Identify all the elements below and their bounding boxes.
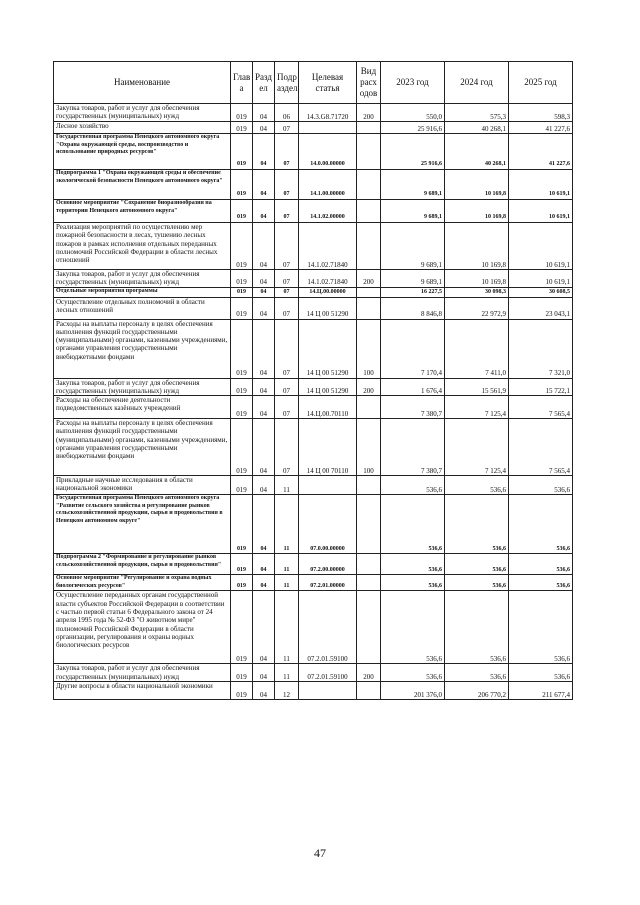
cell-2025: 536,6 xyxy=(509,554,573,575)
cell-target: 14.1.02.71840 xyxy=(299,270,357,288)
cell-2025: 536,6 xyxy=(509,476,573,495)
cell-2023: 9 689,1 xyxy=(381,170,445,200)
table-row xyxy=(54,554,573,575)
cell-podrazdel: 11 xyxy=(275,664,299,682)
cell-2024: 7 411,0 xyxy=(445,319,509,378)
cell-podrazdel: 06 xyxy=(275,104,299,122)
cell-name: Осуществление переданных органам государственной власти субъектов Российской Федерации в соответствии с частью первой статьи 6 Федерального закона от 24 апреля 1995 года № 52-ФЗ "О животном мире" полномочий Российской Федерации в области организации, регулирования и охраны водных биологических ресурсов xyxy=(54,591,231,664)
header-glava: Глав а xyxy=(231,62,253,104)
cell-2025: 7 565,4 xyxy=(509,396,573,419)
table-row xyxy=(54,122,573,134)
cell-2025: 536,6 xyxy=(509,575,573,591)
table-row xyxy=(54,575,573,591)
cell-podrazdel: 07 xyxy=(275,419,299,476)
cell-name: Основное мероприятие "Регулирование и охрана водных биологических ресурсов" xyxy=(54,575,231,591)
cell-2023: 536,6 xyxy=(381,664,445,682)
cell-2023: 536,6 xyxy=(381,476,445,495)
cell-2024: 10 169,8 xyxy=(445,223,509,270)
cell-2024: 10 169,8 xyxy=(445,270,509,288)
cell-glava: 019 xyxy=(231,378,253,396)
cell-podrazdel: 07 xyxy=(275,200,299,223)
table-row xyxy=(54,319,573,378)
cell-target: 14 Ц 00 51290 xyxy=(299,378,357,396)
cell-2025: 598,3 xyxy=(509,104,573,122)
cell-2025: 536,6 xyxy=(509,664,573,682)
cell-razdel: 04 xyxy=(253,495,275,554)
cell-name: Подпрограмма 1 "Охрана окружающей среды и обеспечение экологической безопасности Ненецкого автономного округа" xyxy=(54,170,231,200)
table-row xyxy=(54,378,573,396)
header-2024: 2024 год xyxy=(445,62,509,104)
table-row xyxy=(54,681,573,699)
cell-vid xyxy=(357,134,381,170)
cell-2023: 7 380,7 xyxy=(381,396,445,419)
cell-glava: 019 xyxy=(231,419,253,476)
header-podrazdel: Подр аздел xyxy=(275,62,299,104)
cell-name: Расходы на выплаты персоналу в целях обеспечения выполнения функций государственными (муниципальными) органами, казенными учреждениями, органами управления государственными внебюджетными фондами xyxy=(54,419,231,476)
cell-vid xyxy=(357,122,381,134)
cell-2023: 25 916,6 xyxy=(381,134,445,170)
cell-razdel: 04 xyxy=(253,681,275,699)
cell-razdel: 04 xyxy=(253,122,275,134)
cell-2024: 10 169,8 xyxy=(445,200,509,223)
cell-razdel: 04 xyxy=(253,378,275,396)
cell-2023: 536,6 xyxy=(381,554,445,575)
cell-glava: 019 xyxy=(231,575,253,591)
cell-2024: 536,6 xyxy=(445,575,509,591)
cell-target xyxy=(299,681,357,699)
cell-name: Закупка товаров, работ и услуг для обеспечения государственных (муниципальных) нужд xyxy=(54,378,231,396)
cell-2024: 536,6 xyxy=(445,664,509,682)
table-row xyxy=(54,664,573,682)
cell-vid xyxy=(357,476,381,495)
cell-2025: 41 227,6 xyxy=(509,134,573,170)
cell-name: Основное мероприятие "Сохранение биоразнообразия на территории Ненецкого автономного округа" xyxy=(54,200,231,223)
cell-2023: 25 916,6 xyxy=(381,122,445,134)
cell-2025: 536,6 xyxy=(509,591,573,664)
cell-podrazdel: 07 xyxy=(275,378,299,396)
cell-vid: 200 xyxy=(357,664,381,682)
cell-2025: 10 619,1 xyxy=(509,223,573,270)
cell-name: Прикладные научные исследования в области национальной экономики xyxy=(54,476,231,495)
cell-name: Закупка товаров, работ и услуг для обеспечения государственных (муниципальных) нужд xyxy=(54,104,231,122)
cell-podrazdel: 07 xyxy=(275,122,299,134)
cell-glava: 019 xyxy=(231,297,253,319)
cell-razdel: 04 xyxy=(253,319,275,378)
cell-2024: 10 169,8 xyxy=(445,170,509,200)
cell-vid: 200 xyxy=(357,378,381,396)
cell-vid xyxy=(357,200,381,223)
cell-razdel: 04 xyxy=(253,134,275,170)
cell-vid xyxy=(357,591,381,664)
cell-target: 07.2.01.59100 xyxy=(299,591,357,664)
cell-glava: 019 xyxy=(231,134,253,170)
cell-razdel: 04 xyxy=(253,396,275,419)
cell-podrazdel: 07 xyxy=(275,287,299,297)
cell-2023: 9 689,1 xyxy=(381,223,445,270)
header-razdel: Разд ел xyxy=(253,62,275,104)
cell-glava: 019 xyxy=(231,223,253,270)
cell-glava: 019 xyxy=(231,591,253,664)
cell-2025: 41 227,6 xyxy=(509,122,573,134)
cell-target: 07.2.01.00000 xyxy=(299,575,357,591)
cell-glava: 019 xyxy=(231,681,253,699)
cell-target xyxy=(299,476,357,495)
cell-name: Государственная программа Ненецкого автономного округа "Развитие сельского хозяйства и регулирование рынков сельскохозяйственной продукции, сырья и продовольствия в Ненецком автономном округе" xyxy=(54,495,231,554)
cell-2023: 7 380,7 xyxy=(381,419,445,476)
table-row xyxy=(54,419,573,476)
cell-razdel: 04 xyxy=(253,476,275,495)
cell-2023: 16 227,5 xyxy=(381,287,445,297)
cell-name: Расходы на обеспечение деятельности подведомственных казённых учреждений xyxy=(54,396,231,419)
cell-podrazdel: 11 xyxy=(275,591,299,664)
table-row xyxy=(54,134,573,170)
cell-2024: 7 125,4 xyxy=(445,396,509,419)
cell-target: 14.0.00.00000 xyxy=(299,134,357,170)
table-row xyxy=(54,591,573,664)
cell-2023: 536,6 xyxy=(381,591,445,664)
cell-glava: 019 xyxy=(231,122,253,134)
cell-vid: 200 xyxy=(357,104,381,122)
cell-2023: 9 689,1 xyxy=(381,200,445,223)
cell-2024: 536,6 xyxy=(445,554,509,575)
cell-vid xyxy=(357,554,381,575)
cell-name: Закупка товаров, работ и услуг для обеспечения государственных (муниципальных) нужд xyxy=(54,270,231,288)
cell-2024: 15 561,9 xyxy=(445,378,509,396)
cell-2024: 40 268,1 xyxy=(445,122,509,134)
cell-2025: 10 619,1 xyxy=(509,270,573,288)
cell-glava: 019 xyxy=(231,270,253,288)
cell-glava: 019 xyxy=(231,170,253,200)
cell-podrazdel: 11 xyxy=(275,575,299,591)
cell-vid xyxy=(357,297,381,319)
cell-razdel: 04 xyxy=(253,200,275,223)
table-row xyxy=(54,297,573,319)
cell-2024: 7 125,4 xyxy=(445,419,509,476)
budget-table xyxy=(53,61,573,700)
cell-target: 14.3.G8.71720 xyxy=(299,104,357,122)
cell-podrazdel: 11 xyxy=(275,476,299,495)
cell-2023: 536,6 xyxy=(381,495,445,554)
cell-podrazdel: 11 xyxy=(275,554,299,575)
cell-glava: 019 xyxy=(231,104,253,122)
header-vid: Вид расх одов xyxy=(357,62,381,104)
cell-2023: 8 846,8 xyxy=(381,297,445,319)
cell-vid: 100 xyxy=(357,419,381,476)
cell-target: 14.1.00.00000 xyxy=(299,170,357,200)
cell-vid xyxy=(357,223,381,270)
cell-2025: 30 608,5 xyxy=(509,287,573,297)
cell-podrazdel: 07 xyxy=(275,319,299,378)
cell-glava: 019 xyxy=(231,554,253,575)
cell-2024: 206 770,2 xyxy=(445,681,509,699)
cell-2023: 9 689,1 xyxy=(381,270,445,288)
cell-2023: 201 376,0 xyxy=(381,681,445,699)
cell-name: Реализация мероприятий по осуществлению мер пожарной безопасности в лесах, тушению лесных пожаров в рамках исполнения отдельных переданных полномочий Российской Федерации в области лесных отношений xyxy=(54,223,231,270)
cell-2025: 10 619,1 xyxy=(509,170,573,200)
cell-razdel: 04 xyxy=(253,554,275,575)
cell-glava: 019 xyxy=(231,664,253,682)
cell-name: Осуществление отдельных полномочий в области лесных отношений xyxy=(54,297,231,319)
cell-razdel: 04 xyxy=(253,591,275,664)
cell-name: Расходы на выплаты персоналу в целях обеспечения выполнения функций государственными (муниципальными) органами, казенными учреждениями, органами управления государственными внебюджетными фондами xyxy=(54,319,231,378)
cell-vid xyxy=(357,396,381,419)
cell-vid xyxy=(357,170,381,200)
cell-vid xyxy=(357,287,381,297)
cell-podrazdel: 07 xyxy=(275,297,299,319)
cell-podrazdel: 07 xyxy=(275,223,299,270)
table-row xyxy=(54,270,573,288)
cell-podrazdel: 07 xyxy=(275,396,299,419)
cell-glava: 019 xyxy=(231,287,253,297)
cell-podrazdel: 07 xyxy=(275,134,299,170)
cell-razdel: 04 xyxy=(253,270,275,288)
cell-vid: 100 xyxy=(357,319,381,378)
cell-vid xyxy=(357,495,381,554)
cell-razdel: 04 xyxy=(253,170,275,200)
cell-glava: 019 xyxy=(231,495,253,554)
cell-podrazdel: 07 xyxy=(275,170,299,200)
budget-page xyxy=(53,61,572,700)
cell-razdel: 04 xyxy=(253,575,275,591)
cell-vid: 200 xyxy=(357,270,381,288)
table-row xyxy=(54,287,573,297)
cell-2023: 550,0 xyxy=(381,104,445,122)
cell-2025: 536,6 xyxy=(509,495,573,554)
cell-podrazdel: 12 xyxy=(275,681,299,699)
header-name: Наименование xyxy=(54,62,231,104)
cell-podrazdel: 11 xyxy=(275,495,299,554)
header-target: Целевая статья xyxy=(299,62,357,104)
cell-2024: 536,6 xyxy=(445,476,509,495)
cell-target: 14.Ц.00.00000 xyxy=(299,287,357,297)
table-row xyxy=(54,396,573,419)
cell-name: Отдельные мероприятия программы xyxy=(54,287,231,297)
cell-target: 14 Ц 00 51290 xyxy=(299,297,357,319)
cell-razdel: 04 xyxy=(253,419,275,476)
cell-glava: 019 xyxy=(231,476,253,495)
header-row xyxy=(54,62,573,104)
header-2023: 2023 год xyxy=(381,62,445,104)
cell-target: 07.2.01.59100 xyxy=(299,664,357,682)
cell-glava: 019 xyxy=(231,200,253,223)
cell-target: 14 Ц 00 70110 xyxy=(299,419,357,476)
cell-2024: 30 098,3 xyxy=(445,287,509,297)
cell-target: 07.2.00.00000 xyxy=(299,554,357,575)
cell-glava: 019 xyxy=(231,319,253,378)
cell-razdel: 04 xyxy=(253,223,275,270)
table-row xyxy=(54,223,573,270)
cell-target: 07.0.00.00000 xyxy=(299,495,357,554)
cell-target: 14.1.02.00000 xyxy=(299,200,357,223)
cell-2024: 22 972,9 xyxy=(445,297,509,319)
cell-name: Другие вопросы в области национальной экономики xyxy=(54,681,231,699)
cell-target: 14.Ц.00.70110 xyxy=(299,396,357,419)
table-row xyxy=(54,476,573,495)
cell-2023: 1 676,4 xyxy=(381,378,445,396)
page-number: 47 xyxy=(314,846,326,860)
cell-2025: 211 677,4 xyxy=(509,681,573,699)
cell-2025: 7 565,4 xyxy=(509,419,573,476)
cell-razdel: 04 xyxy=(253,297,275,319)
cell-2024: 536,6 xyxy=(445,591,509,664)
cell-name: Государственная программа Ненецкого автономного округа "Охрана окружающей среды, воспроизводство и использование природных ресурсов" xyxy=(54,134,231,170)
header-2025: 2025 год xyxy=(509,62,573,104)
cell-razdel: 04 xyxy=(253,287,275,297)
table-row xyxy=(54,170,573,200)
cell-vid xyxy=(357,575,381,591)
cell-2024: 40 268,1 xyxy=(445,134,509,170)
cell-2024: 536,6 xyxy=(445,495,509,554)
cell-name: Подпрограмма 2 "Формирование и регулирование рынков сельскохозяйственной продукции, сырья и продовольствия" xyxy=(54,554,231,575)
cell-target: 14.1.02.71840 xyxy=(299,223,357,270)
cell-2025: 23 043,1 xyxy=(509,297,573,319)
cell-2025: 7 321,0 xyxy=(509,319,573,378)
cell-2024: 575,3 xyxy=(445,104,509,122)
cell-name: Лесное хозяйство xyxy=(54,122,231,134)
table-row xyxy=(54,495,573,554)
cell-glava: 019 xyxy=(231,396,253,419)
table-row xyxy=(54,104,573,122)
cell-2025: 10 619,1 xyxy=(509,200,573,223)
cell-2025: 15 722,1 xyxy=(509,378,573,396)
cell-2023: 7 170,4 xyxy=(381,319,445,378)
cell-vid xyxy=(357,681,381,699)
cell-podrazdel: 07 xyxy=(275,270,299,288)
cell-target xyxy=(299,122,357,134)
cell-name: Закупка товаров, работ и услуг для обеспечения государственных (муниципальных) нужд xyxy=(54,664,231,682)
cell-2023: 536,6 xyxy=(381,575,445,591)
cell-razdel: 04 xyxy=(253,664,275,682)
cell-target: 14 Ц 00 51290 xyxy=(299,319,357,378)
table-row xyxy=(54,200,573,223)
cell-razdel: 04 xyxy=(253,104,275,122)
